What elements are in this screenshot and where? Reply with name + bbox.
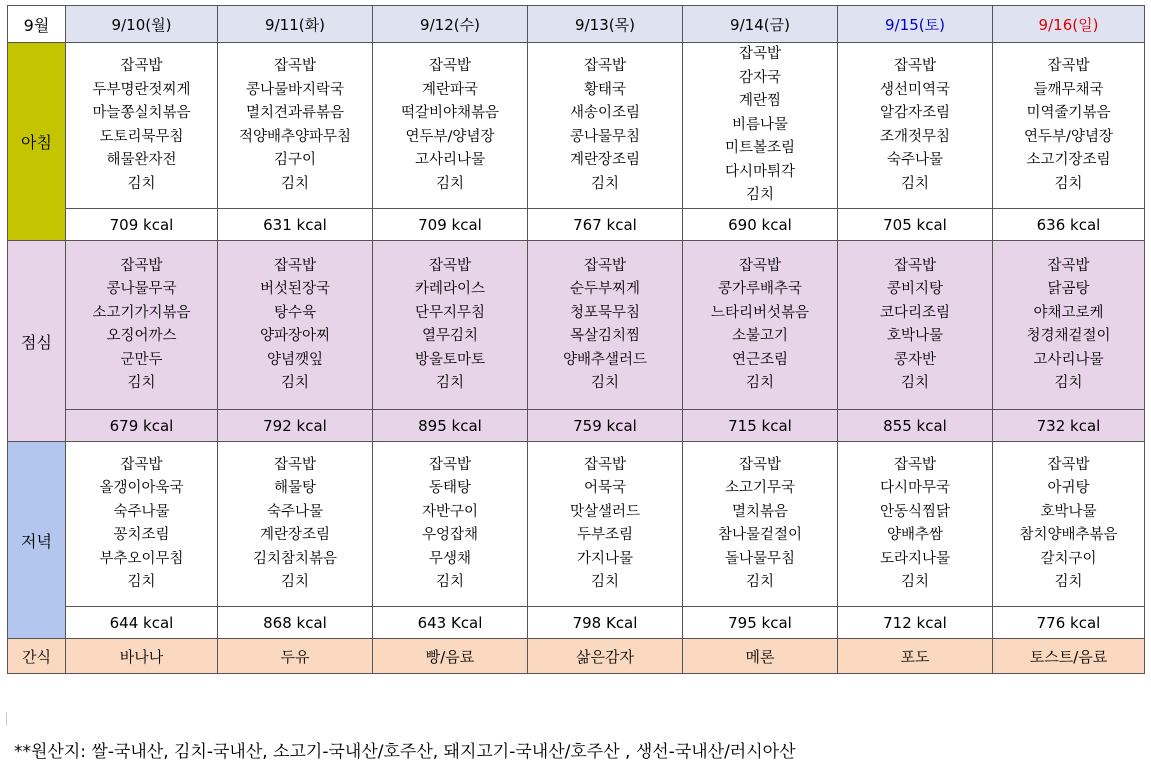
dinner-label: 저녁 bbox=[8, 442, 66, 639]
menu-item: 김치 bbox=[435, 375, 464, 391]
breakfast-menu-cell bbox=[373, 43, 528, 209]
menu-item: 잡곡밥 bbox=[738, 456, 782, 473]
menu-item: 김치 bbox=[1054, 574, 1083, 590]
day-header-tue: 9/11(화) bbox=[218, 6, 373, 43]
menu-item: 잡곡밥 bbox=[1047, 257, 1090, 274]
breakfast-kcal-cell: 690 kcal bbox=[683, 209, 838, 241]
menu-item: 올갱이아욱국 bbox=[99, 480, 184, 496]
menu-item: 김치 bbox=[900, 375, 929, 391]
origin-footnote: **원산지: 쌀-국내산, 김치-국내산, 소고기-국내산/호주산, 돼지고기-국내산/호주산 , 생선-국내산/러시아산 bbox=[14, 742, 796, 762]
menu-item: 잡곡밥 bbox=[738, 46, 782, 63]
menu-item: 잡곡밥 bbox=[893, 257, 937, 274]
menu-item: 소고기장조림 bbox=[1026, 152, 1111, 168]
breakfast-menu-cell bbox=[528, 43, 683, 209]
day-header-mon: 9/10(월) bbox=[66, 6, 218, 43]
menu-item: 잡곡밥 bbox=[1047, 456, 1090, 473]
breakfast-kcal-cell: 636 kcal bbox=[993, 209, 1145, 241]
day-header-thu: 9/13(목) bbox=[528, 6, 683, 43]
dinner-kcal-cell: 643 Kcal bbox=[373, 607, 528, 639]
divider-mark bbox=[6, 712, 7, 726]
menu-item: 콩나물무국 bbox=[106, 281, 177, 297]
menu-item: 계란장조림 bbox=[569, 152, 641, 168]
menu-item: 부추오이무침 bbox=[99, 550, 184, 567]
menu-item: 느타리버섯볶음 bbox=[710, 304, 810, 321]
dinner-menu-cell bbox=[373, 442, 528, 607]
menu-item: 도토리묵무침 bbox=[99, 128, 184, 145]
menu-item: 잡곡밥 bbox=[428, 456, 472, 473]
menu-item: 청경채겉절이 bbox=[1026, 328, 1111, 344]
month-label: 9월 bbox=[8, 6, 66, 43]
snack-row bbox=[8, 639, 1145, 674]
menu-item: 동태탕 bbox=[428, 480, 472, 496]
snack-cell: 빵/음료 bbox=[373, 639, 528, 674]
lunch-label: 점심 bbox=[8, 241, 66, 442]
menu-item: 잡곡밥 bbox=[120, 257, 163, 274]
menu-item: 코다리조림 bbox=[879, 304, 951, 321]
menu-item: 순두부찌게 bbox=[569, 281, 641, 297]
lunch-menu-cell bbox=[218, 241, 373, 410]
menu-item: 떡갈비야채볶음 bbox=[400, 105, 500, 121]
menu-item: 김치 bbox=[900, 175, 929, 192]
menu-item: 미역줄기볶음 bbox=[1026, 105, 1111, 121]
menu-item: 방울토마토 bbox=[414, 351, 486, 368]
dinner-menu-cell bbox=[218, 442, 373, 607]
menu-item: 콩비지탕 bbox=[886, 281, 944, 297]
menu-item: 숙주나물 bbox=[266, 503, 324, 520]
dinner-kcal-cell: 795 kcal bbox=[683, 607, 838, 639]
menu-item: 맛살샐러드 bbox=[569, 503, 641, 520]
lunch-menu-cell bbox=[66, 241, 218, 410]
weekly-menu-table bbox=[7, 5, 1145, 674]
menu-item: 멸치볶음 bbox=[731, 503, 789, 520]
menu-item: 김치 bbox=[280, 574, 309, 590]
breakfast-kcal-cell: 705 kcal bbox=[838, 209, 993, 241]
menu-item: 김치 bbox=[435, 574, 464, 590]
menu-item: 자반구이 bbox=[421, 503, 479, 520]
dinner-kcal-cell: 644 kcal bbox=[66, 607, 218, 639]
menu-item: 미트볼조림 bbox=[724, 140, 796, 157]
breakfast-kcal-cell: 709 kcal bbox=[66, 209, 218, 241]
lunch-kcal-cell: 855 kcal bbox=[838, 410, 993, 442]
menu-item: 꽁치조림 bbox=[113, 527, 170, 543]
menu-item: 도라지나물 bbox=[879, 550, 951, 567]
menu-item: 새송이조림 bbox=[569, 105, 641, 121]
menu-item: 무생채 bbox=[428, 550, 472, 567]
menu-item: 소고기가지볶음 bbox=[92, 304, 191, 321]
menu-item: 잡곡밥 bbox=[120, 456, 163, 473]
menu-item: 양파장아찌 bbox=[259, 328, 331, 344]
menu-item: 어묵국 bbox=[583, 480, 627, 496]
menu-item: 콩자반 bbox=[893, 351, 937, 368]
menu-item: 계란파국 bbox=[421, 81, 479, 98]
dinner-menu-cell bbox=[528, 442, 683, 607]
menu-item: 김치 bbox=[745, 574, 774, 590]
menu-item: 참치양배추볶음 bbox=[1019, 527, 1118, 543]
day-header-fri: 9/14(금) bbox=[683, 6, 838, 43]
breakfast-kcal-cell: 709 kcal bbox=[373, 209, 528, 241]
menu-item: 가지나물 bbox=[576, 550, 634, 567]
day-header-wed: 9/12(수) bbox=[373, 6, 528, 43]
breakfast-kcal-row bbox=[8, 209, 1145, 241]
menu-item: 숙주나물 bbox=[113, 503, 170, 520]
menu-item: 청포묵무침 bbox=[569, 304, 641, 321]
snack-cell: 두유 bbox=[218, 639, 373, 674]
menu-item: 적양배추양파무침 bbox=[238, 128, 352, 145]
menu-item: 김치 bbox=[435, 175, 464, 192]
menu-item: 다시마무국 bbox=[879, 480, 951, 496]
menu-item: 아귀탕 bbox=[1047, 480, 1090, 496]
menu-item: 열무김치 bbox=[421, 328, 479, 344]
menu-item: 단무지무침 bbox=[414, 304, 486, 321]
snack-cell: 삶은감자 bbox=[528, 639, 683, 674]
menu-item: 잡곡밥 bbox=[1047, 58, 1090, 74]
menu-item: 해물탕 bbox=[273, 480, 317, 496]
lunch-row bbox=[8, 241, 1145, 410]
menu-item: 들깨무채국 bbox=[1033, 81, 1104, 98]
menu-item: 두부명란젓찌게 bbox=[92, 81, 191, 98]
dinner-kcal-cell: 712 kcal bbox=[838, 607, 993, 639]
menu-item: 김치 bbox=[280, 375, 309, 391]
menu-item: 닭곰탕 bbox=[1047, 281, 1090, 297]
breakfast-label: 아침 bbox=[8, 43, 66, 241]
dinner-menu-cell bbox=[993, 442, 1145, 607]
menu-item: 김치 bbox=[127, 175, 156, 192]
menu-item: 연두부/양념장 bbox=[405, 128, 495, 145]
menu-item: 황태국 bbox=[583, 81, 627, 98]
menu-item: 김치 bbox=[1054, 175, 1083, 192]
menu-item: 김치 bbox=[1054, 375, 1083, 391]
breakfast-menu-cell bbox=[66, 43, 218, 209]
menu-item: 김치 bbox=[127, 574, 156, 590]
snack-cell: 메론 bbox=[683, 639, 838, 674]
snack-cell: 바나나 bbox=[66, 639, 218, 674]
menu-item: 김구이 bbox=[273, 152, 317, 168]
lunch-menu-cell bbox=[683, 241, 838, 410]
menu-item: 김치 bbox=[590, 375, 619, 391]
menu-item: 숙주나물 bbox=[886, 152, 944, 168]
dinner-kcal-row bbox=[8, 607, 1145, 639]
menu-item: 연근조림 bbox=[731, 351, 789, 368]
menu-item: 콩나물바지락국 bbox=[245, 81, 345, 98]
menu-item: 김치 bbox=[900, 574, 929, 590]
menu-item: 야채고로케 bbox=[1033, 304, 1104, 321]
dinner-menu-cell bbox=[66, 442, 218, 607]
menu-item: 다시마튀각 bbox=[724, 163, 796, 180]
menu-item: 잡곡밥 bbox=[273, 456, 317, 473]
dinner-menu-cell bbox=[838, 442, 993, 607]
lunch-kcal-cell: 732 kcal bbox=[993, 410, 1145, 442]
breakfast-menu-cell bbox=[838, 43, 993, 209]
menu-item: 갈치구이 bbox=[1040, 550, 1097, 567]
dinner-kcal-cell: 798 Kcal bbox=[528, 607, 683, 639]
menu-item: 돌나물무침 bbox=[724, 550, 796, 567]
dinner-menu-cell bbox=[683, 442, 838, 607]
menu-item: 잡곡밥 bbox=[893, 456, 937, 473]
menu-item: 김치 bbox=[590, 175, 619, 192]
breakfast-menu-cell bbox=[993, 43, 1145, 209]
lunch-kcal-cell: 792 kcal bbox=[218, 410, 373, 442]
menu-item: 마늘쫑실치볶음 bbox=[92, 105, 191, 121]
menu-item: 양배추쌈 bbox=[886, 527, 944, 543]
lunch-menu-cell bbox=[993, 241, 1145, 410]
breakfast-kcal-cell: 767 kcal bbox=[528, 209, 683, 241]
snack-cell: 토스트/음료 bbox=[993, 639, 1145, 674]
menu-item: 소불고기 bbox=[731, 328, 789, 344]
menu-item: 비름나물 bbox=[731, 116, 789, 133]
menu-item: 김치 bbox=[280, 175, 309, 192]
menu-item: 잡곡밥 bbox=[583, 257, 627, 274]
dinner-row bbox=[8, 442, 1145, 607]
menu-item: 잡곡밥 bbox=[273, 257, 317, 274]
menu-item: 김치 bbox=[745, 187, 774, 204]
menu-item: 잡곡밥 bbox=[273, 58, 317, 74]
menu-item: 잡곡밥 bbox=[120, 58, 163, 74]
menu-item: 알감자조림 bbox=[879, 105, 951, 121]
breakfast-kcal-cell: 631 kcal bbox=[218, 209, 373, 241]
menu-item: 참나물겉절이 bbox=[717, 527, 803, 543]
menu-item: 잡곡밥 bbox=[428, 257, 472, 274]
menu-item: 카레라이스 bbox=[414, 281, 486, 297]
lunch-kcal-cell: 895 kcal bbox=[373, 410, 528, 442]
day-header-sat: 9/15(토) bbox=[838, 6, 993, 43]
menu-item: 고사리나물 bbox=[1033, 351, 1104, 368]
menu-item: 안동식찜닭 bbox=[879, 503, 951, 520]
snack-cell: 포도 bbox=[838, 639, 993, 674]
lunch-kcal-cell: 715 kcal bbox=[683, 410, 838, 442]
menu-item: 군만두 bbox=[120, 351, 163, 368]
menu-item: 버섯된장국 bbox=[259, 281, 331, 297]
menu-item: 양념깻잎 bbox=[266, 351, 324, 368]
menu-item: 잡곡밥 bbox=[583, 456, 627, 473]
menu-item: 콩나물무침 bbox=[569, 128, 641, 145]
menu-item: 호박나물 bbox=[886, 328, 944, 344]
menu-item: 잡곡밥 bbox=[428, 58, 472, 74]
menu-item: 잡곡밥 bbox=[583, 58, 627, 74]
menu-item: 오징어까스 bbox=[106, 328, 177, 344]
menu-item: 김치 bbox=[590, 574, 619, 590]
menu-item: 계란장조림 bbox=[259, 527, 331, 543]
menu-item: 우엉잡채 bbox=[421, 527, 479, 543]
menu-item: 두부조림 bbox=[576, 527, 634, 543]
menu-item: 감자국 bbox=[738, 69, 782, 86]
breakfast-menu-cell bbox=[683, 43, 838, 209]
menu-item: 목살김치찜 bbox=[569, 328, 641, 344]
breakfast-row bbox=[8, 43, 1145, 209]
menu-item: 양배추샐러드 bbox=[562, 351, 648, 368]
dinner-kcal-cell: 868 kcal bbox=[218, 607, 373, 639]
menu-item: 해물완자전 bbox=[106, 152, 177, 168]
snack-label: 간식 bbox=[8, 639, 66, 674]
menu-item: 멸치견과류볶음 bbox=[245, 105, 345, 121]
lunch-kcal-row bbox=[8, 410, 1145, 442]
menu-item: 콩가루배추국 bbox=[717, 281, 803, 297]
menu-item: 김치참치볶음 bbox=[252, 550, 338, 567]
menu-item: 탕수육 bbox=[273, 304, 317, 321]
menu-item: 생선미역국 bbox=[879, 81, 951, 98]
menu-item: 호박나물 bbox=[1040, 503, 1097, 520]
menu-item: 잡곡밥 bbox=[893, 58, 937, 74]
lunch-kcal-cell: 759 kcal bbox=[528, 410, 683, 442]
lunch-menu-cell bbox=[838, 241, 993, 410]
menu-item: 연두부/양념장 bbox=[1024, 128, 1113, 145]
menu-item: 잡곡밥 bbox=[738, 257, 782, 274]
lunch-menu-cell bbox=[373, 241, 528, 410]
menu-item: 소고기무국 bbox=[724, 480, 796, 496]
day-header-sun: 9/16(일) bbox=[993, 6, 1145, 43]
menu-item: 김치 bbox=[745, 375, 774, 391]
menu-item: 고사리나물 bbox=[414, 152, 486, 168]
breakfast-menu-cell bbox=[218, 43, 373, 209]
dinner-kcal-cell: 776 kcal bbox=[993, 607, 1145, 639]
header-row bbox=[8, 6, 1145, 43]
menu-item: 김치 bbox=[127, 375, 156, 391]
menu-item: 조개젓무침 bbox=[879, 128, 951, 145]
lunch-kcal-cell: 679 kcal bbox=[66, 410, 218, 442]
menu-item: 계란찜 bbox=[738, 93, 782, 110]
lunch-menu-cell bbox=[528, 241, 683, 410]
